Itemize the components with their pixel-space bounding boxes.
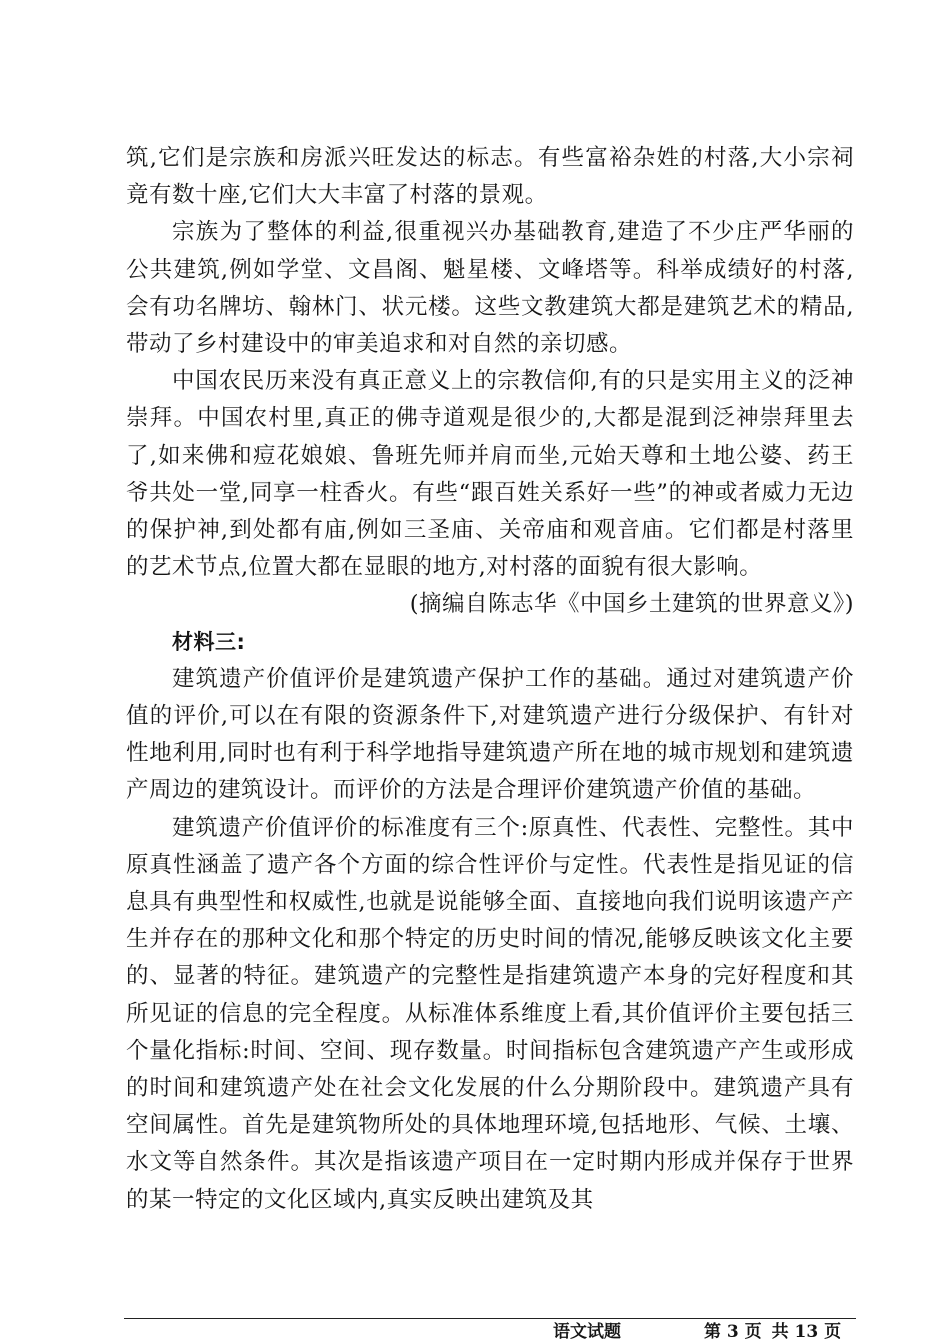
footer-page-total: 共 13 页	[771, 1322, 842, 1342]
paragraph-pantheism: 中国农民历来没有真正意义上的宗教信仰,有的只是实用主义的泛神崇拜。中国农村里,真正的佛寺道观是很少的,大都是混到泛神崇拜里去了,如来佛和痘花娘娘、鲁班先师并肩而坐,元始天尊和土地公婆、药王爷共处一堂,同享一柱香火。有些“跟百姓关系好一些”的神或者威力无边的保护神,到处都有庙,例如三圣庙、关帝庙和观音庙。它们都是村落里的艺术节点,位置大都在显眼的地方,对村落的面貌有很大影响。	[126, 368, 854, 581]
section-title-material-three: 材料三:	[172, 629, 246, 654]
article-body	[126, 140, 854, 1219]
footer-page-number	[704, 1322, 845, 1342]
paragraph-evaluation-criteria: 建筑遗产价值评价的标准度有三个:原真性、代表性、完整性。其中原真性涵盖了遗产各个方面的综合性评价与定性。代表性是指见证的信息具有典型性和权威性,也就是说能够全面、直接地向我们说明该遗产产生并存在的那种文化和那个特定的历史时间的情况,能够反映该文化主要的、显著的特征。建筑遗产的完整性是指建筑遗产本身的完好程度和其所见证的信息的完全程度。从标准体系维度上看,其价值评价主要包括三个量化指标:时间、空间、现存数量。时间指标包含建筑遗产产生或形成的时间和建筑遗产处在社会文化发展的什么分期阶段中。建筑遗产具有空间属性。首先是建筑物所处的具体地理环境,包括地形、气候、土壤、水文等自然条件。其次是指该遗产项目在一定时期内形成并保存于世界的某一特定的文化区域内,真实反映出建筑及其	[126, 814, 854, 1213]
paragraph-continuation: 筑,它们是宗族和房派兴旺发达的标志。有些富裕杂姓的村落,大小宗祠竟有数十座,它们大大丰富了村落的景观。	[126, 145, 854, 209]
paragraph-education-buildings: 宗族为了整体的利益,很重视兴办基础教育,建造了不少庄严华丽的公共建筑,例如学堂、文昌阁、魁星楼、文峰塔等。科举成绩好的村落,会有功名牌坊、翰林门、状元楼。这些文教建筑大都是建筑艺术的精品,带动了乡村建设中的审美追求和对自然的亲切感。	[126, 219, 854, 358]
source-citation: (摘编自陈志华《中国乡土建筑的世界意义》)	[409, 591, 854, 618]
paragraph-heritage-evaluation: 建筑遗产价值评价是建筑遗产保护工作的基础。通过对建筑遗产价值的评价,可以在有限的资源条件下,对建筑遗产进行分级保护、有针对性地利用,同时也有利于科学地指导建筑遗产所在地的城市规划和建筑遗产周边的建筑设计。而评价的方法是合理评价建筑遗产价值的基础。	[126, 665, 854, 804]
footer-page-current: 第 3 页	[704, 1322, 762, 1342]
footer-divider	[124, 1318, 856, 1319]
footer-subject: 语文试题	[553, 1322, 621, 1342]
